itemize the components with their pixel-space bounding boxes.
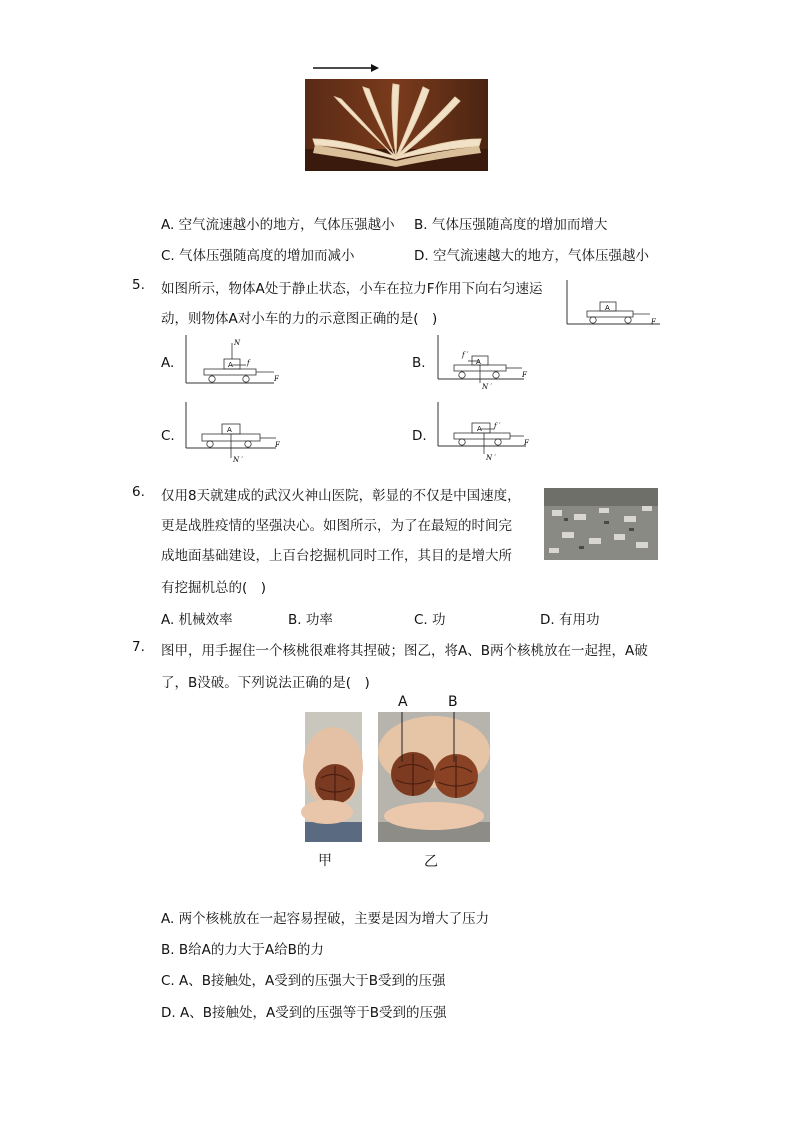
svg-text:F: F: [274, 375, 279, 383]
q5-option-d[interactable]: D.: [412, 428, 427, 444]
walnut-photo-single: [305, 712, 362, 842]
q5-option-a[interactable]: A.: [161, 355, 175, 371]
svg-text:A: A: [477, 425, 482, 433]
q5-option-b[interactable]: B.: [412, 355, 426, 371]
q5-main-figure: [565, 280, 660, 330]
q6-option-d[interactable]: D. 有用功: [540, 612, 600, 628]
q4-option-b[interactable]: B. 气体压强随高度的增加而增大: [414, 217, 608, 233]
q6-number: 6.: [132, 484, 145, 500]
q6-option-c[interactable]: C. 功: [414, 612, 446, 628]
q5-option-c[interactable]: C.: [161, 428, 175, 444]
q7-option-c[interactable]: C. A、B接触处，A受到的压强大于B受到的压强: [161, 973, 446, 989]
q7-option-a[interactable]: A. 两个核桃放在一起容易捏破，主要是因为增大了压力: [161, 911, 490, 927]
svg-text:A: A: [476, 358, 481, 366]
q6-stem-line4: 有挖掘机总的( ): [161, 580, 267, 596]
q6-option-b[interactable]: B. 功率: [288, 612, 333, 628]
svg-text:F: F: [275, 441, 280, 449]
walnut-photo-pair: [378, 712, 490, 842]
q4-option-c[interactable]: C. 气体压强随高度的增加而减小: [161, 248, 355, 264]
q4-option-a[interactable]: A. 空气流速越小的地方，气体压强越小: [161, 217, 395, 233]
q7-option-b[interactable]: B. B给A的力大于A给B的力: [161, 942, 324, 958]
excavator-photo: [544, 488, 658, 560]
svg-text:N ′: N ′: [486, 454, 496, 462]
q5-option-a-figure[interactable]: [184, 335, 284, 387]
svg-text:f ′: f ′: [494, 422, 501, 430]
q6-stem-line3: 成地面基础建设，上百台挖掘机同时工作，其目的是增大所: [161, 548, 512, 564]
q5-stem-line1: 如图所示，物体A处于静止状态，小车在拉力F作用下向右匀速运: [161, 281, 543, 297]
walnut-label-a: A: [398, 694, 408, 710]
svg-text:A: A: [605, 304, 610, 312]
walnut-label-b: B: [448, 694, 458, 710]
svg-text:A: A: [228, 361, 233, 369]
q5-option-c-figure[interactable]: [184, 402, 284, 464]
arrow-icon: [313, 63, 383, 73]
svg-text:F: F: [524, 439, 529, 447]
q5-option-d-figure[interactable]: [436, 402, 536, 464]
q6-option-a[interactable]: A. 机械效率: [161, 612, 233, 628]
svg-text:F: F: [651, 318, 656, 326]
caption-jia: 甲: [318, 853, 332, 869]
caption-yi: 乙: [424, 854, 438, 870]
svg-text:N ′: N ′: [482, 383, 492, 391]
q6-stem-line1: 仅用8天就建成的武汉火神山医院，彰显的不仅是中国速度，: [161, 488, 521, 504]
q7-stem-line1: 图甲，用手握住一个核桃很难将其捏破；图乙，将A、B两个核桃放在一起捏，A破: [161, 643, 648, 659]
svg-text:f ′: f ′: [462, 351, 469, 359]
book-photo: [305, 79, 488, 171]
q5-option-b-figure[interactable]: [436, 335, 536, 391]
svg-text:N ′: N ′: [233, 456, 243, 464]
q5-stem-line2: 动，则物体A对小车的力的示意图正确的是( ): [161, 311, 438, 327]
svg-text:N: N: [234, 339, 241, 347]
svg-text:F: F: [522, 371, 527, 379]
q7-option-d[interactable]: D. A、B接触处，A受到的压强等于B受到的压强: [161, 1005, 447, 1021]
q5-number: 5.: [132, 277, 145, 293]
q4-option-d[interactable]: D. 空气流速越大的地方，气体压强越小: [414, 248, 649, 264]
svg-text:f: f: [247, 359, 250, 367]
svg-text:A: A: [227, 426, 232, 434]
q7-stem-line2: 了，B没破。下列说法正确的是( ): [161, 675, 370, 691]
q7-number: 7.: [132, 639, 145, 655]
q6-stem-line2: 更是战胜疫情的坚强决心。如图所示，为了在最短的时间完: [161, 518, 512, 534]
